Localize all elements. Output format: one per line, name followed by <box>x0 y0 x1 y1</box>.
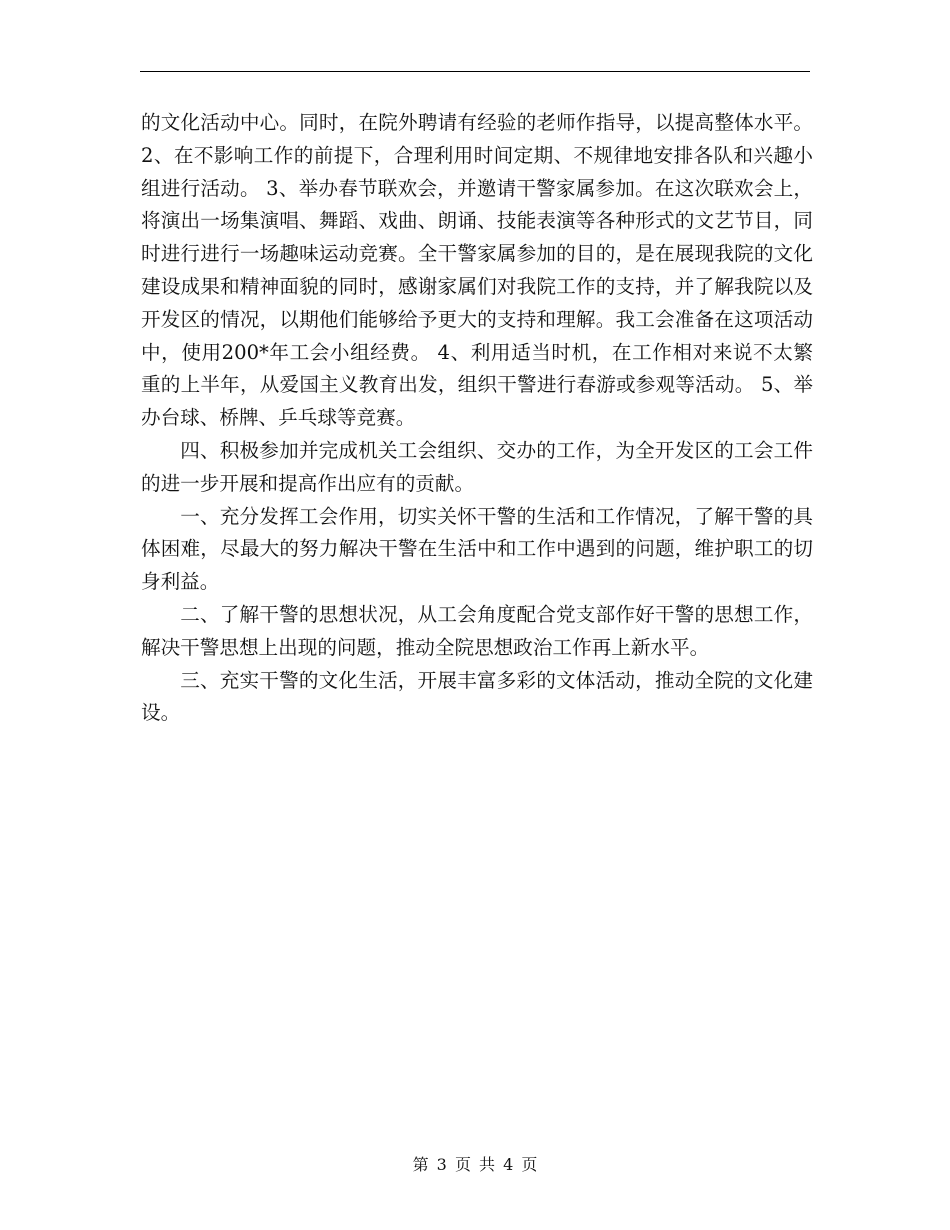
document-body <box>141 107 813 730</box>
paragraph-item-two: 二、了解干警的思想状况，从工会角度配合党支部作好干警的思想工作，解决干警思想上出现的问题，推动全院思想政治工作再上新水平。 <box>141 602 813 659</box>
paragraph-item-three: 三、充实干警的文化生活，开展丰富多彩的文体活动，推动全院的文化建设。 <box>141 668 813 725</box>
paragraph-item-one: 一、充分发挥工会作用，切实关怀干警的生活和工作情况，了解干警的具体困难，尽最大的努力解决干警在生活中和工作中遇到的问题，维护职工的切身利益。 <box>141 504 813 594</box>
paragraph-continued-activities: 的文化活动中心。同时，在院外聘请有经验的老师作指导，以提高整体水平。 2、在不影响工作的前提下，合理利用时间定期、不规律地安排各队和兴趣小组进行活动。 3、举办春节联欢会，并邀请干警家属参加。在这次联欢会上，将演出一场集演唱、舞蹈、戏曲、朗诵、技能表演等各种形式的文艺节目，同时进行进行一场趣味运动竞赛。全干警家属参加的目的，是在展现我院的文化建设成果和精神面貌的同时，感谢家属们对我院工作的支持，并了解我院以及开发区的情况，以期他们能够给予更大的支持和理解。我工会准备在这项活动中，使用200*年工会小组经费。 4、利用适当时机，在工作相对来说不太繁重的上半年，从爱国主义教育出发，组织干警进行春游或参观等活动。 5、举办台球、桥牌、乒乓球等竞赛。 <box>141 111 813 430</box>
header-rule <box>140 71 810 72</box>
paragraph-section-four: 四、积极参加并完成机关工会组织、交办的工作，为全开发区的工会工件的进一步开展和提高作出应有的贡献。 <box>141 438 813 495</box>
page-number-footer: 第 3 页 共 4 页 <box>412 1155 538 1174</box>
